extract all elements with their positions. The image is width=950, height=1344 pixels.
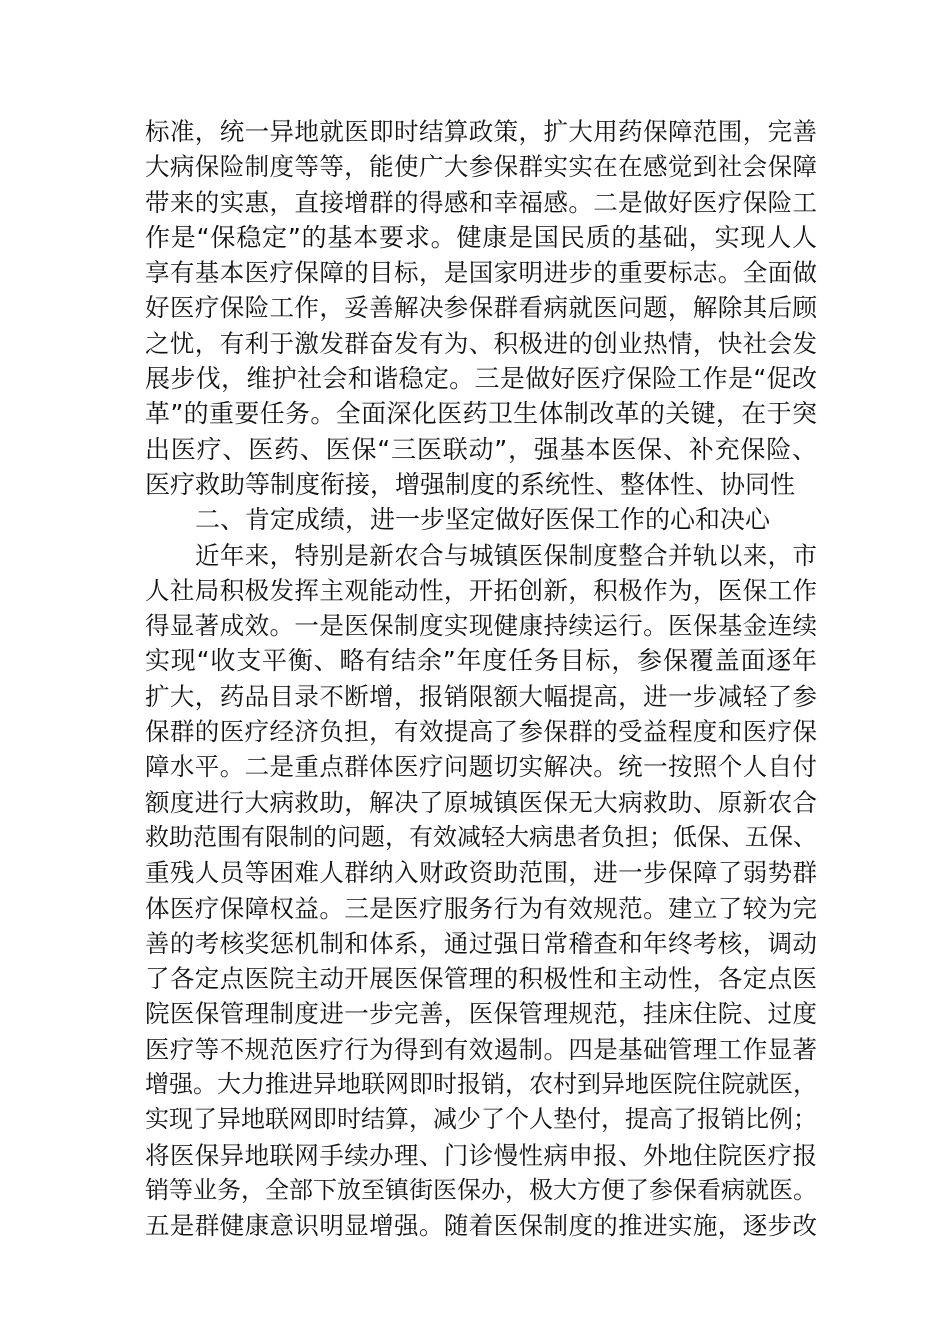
text-line: 作是“保稳定”的基本要求。健康是国民质的基础，实现人人 bbox=[145, 222, 817, 252]
text-line: 实现“收支平衡、略有结余”年度任务目标，参保覆盖面逐年 bbox=[145, 646, 817, 676]
text-line: 增强。大力推进异地联网即时报销，农村到异地医院住院就医， bbox=[145, 1070, 817, 1099]
text-line: 保群的医疗经济负担，有效提高了参保群的受益程度和医疗保 bbox=[145, 717, 817, 747]
text-line: 障水平。二是重点群体医疗问题切实解决。统一按照个人自付 bbox=[145, 752, 817, 782]
text-line: 销等业务，全部下放至镇街医保办，极大方便了参保看病就医。 bbox=[145, 1175, 817, 1204]
text-line: 带来的实惠，直接增群的得感和幸福感。二是做好医疗保险工 bbox=[145, 187, 817, 217]
text-line: 五是群健康意识明显增强。随着医保制度的推进实施，逐步改 bbox=[145, 1211, 817, 1241]
text-line: 额度进行大病救助，解决了原城镇医保无大病救助、原新农合 bbox=[145, 787, 817, 817]
text-line: 将医保异地联网手续办理、门诊慢性病申报、外地住院医疗报 bbox=[145, 1140, 817, 1170]
text-line: 院医保管理制度进一步完善，医保管理规范，挂床住院、过度 bbox=[145, 999, 817, 1029]
text-line: 人社局积极发挥主观能动性，开拓创新，积极作为，医保工作 bbox=[145, 575, 817, 605]
text-line: 了各定点医院主动开展医保管理的积极性和主动性，各定点医 bbox=[145, 964, 817, 994]
text-line: 好医疗保险工作，妥善解决参保群看病就医问题，解除其后顾 bbox=[145, 293, 817, 323]
text-line: 之忧，有利于激发群奋发有为、积极进的创业热情，快社会发 bbox=[145, 328, 817, 358]
text-line: 实现了异地联网即时结算，减少了个人垫付，提高了报销比例； bbox=[145, 1105, 817, 1134]
text-line: 大病保险制度等等，能使广大参保群实实在在感觉到社会保障 bbox=[145, 152, 817, 182]
text-line: 善的考核奖惩机制和体系，通过强日常稽查和年终考核，调动 bbox=[145, 928, 817, 958]
text-line: 重残人员等困难人群纳入财政资助范围，进一步保障了弱势群 bbox=[145, 858, 817, 888]
text-line: 标准，统一异地就医即时结算政策，扩大用药保障范围，完善 bbox=[145, 117, 817, 146]
text-line: 救助范围有限制的问题，有效减轻大病患者负担；低保、五保、 bbox=[145, 822, 817, 851]
text-line: 体医疗保障权益。三是医疗服务行为有效规范。建立了较为完 bbox=[145, 893, 817, 923]
text-line: 二、肯定成绩，进一步坚定做好医保工作的心和决心 bbox=[195, 505, 771, 535]
text-line: 扩大，药品目录不断增，报销限额大幅提高，进一步减轻了参 bbox=[145, 681, 817, 711]
body-text bbox=[145, 114, 817, 1244]
text-line: 得显著成效。一是医保制度实现健康持续运行。医保基金连续 bbox=[145, 611, 817, 641]
text-line: 出医疗、医药、医保“三医联动”，强基本医保、补充保险、 bbox=[145, 434, 817, 464]
text-line: 革”的重要任务。全面深化医药卫生体制改革的关键，在于突 bbox=[145, 399, 817, 429]
text-line: 享有基本医疗保障的目标，是国家明进步的重要标志。全面做 bbox=[145, 258, 817, 288]
text-line: 医疗救助等制度衔接，增强制度的系统性、整体性、协同性 bbox=[145, 469, 796, 499]
text-line: 医疗等不规范医疗行为得到有效遏制。四是基础管理工作显著 bbox=[145, 1034, 817, 1064]
text-line: 近年来，特别是新农合与城镇医保制度整合并轨以来，市 bbox=[195, 540, 817, 570]
text-line: 展步伐，维护社会和谐稳定。三是做好医疗保险工作是“促改 bbox=[145, 364, 817, 394]
